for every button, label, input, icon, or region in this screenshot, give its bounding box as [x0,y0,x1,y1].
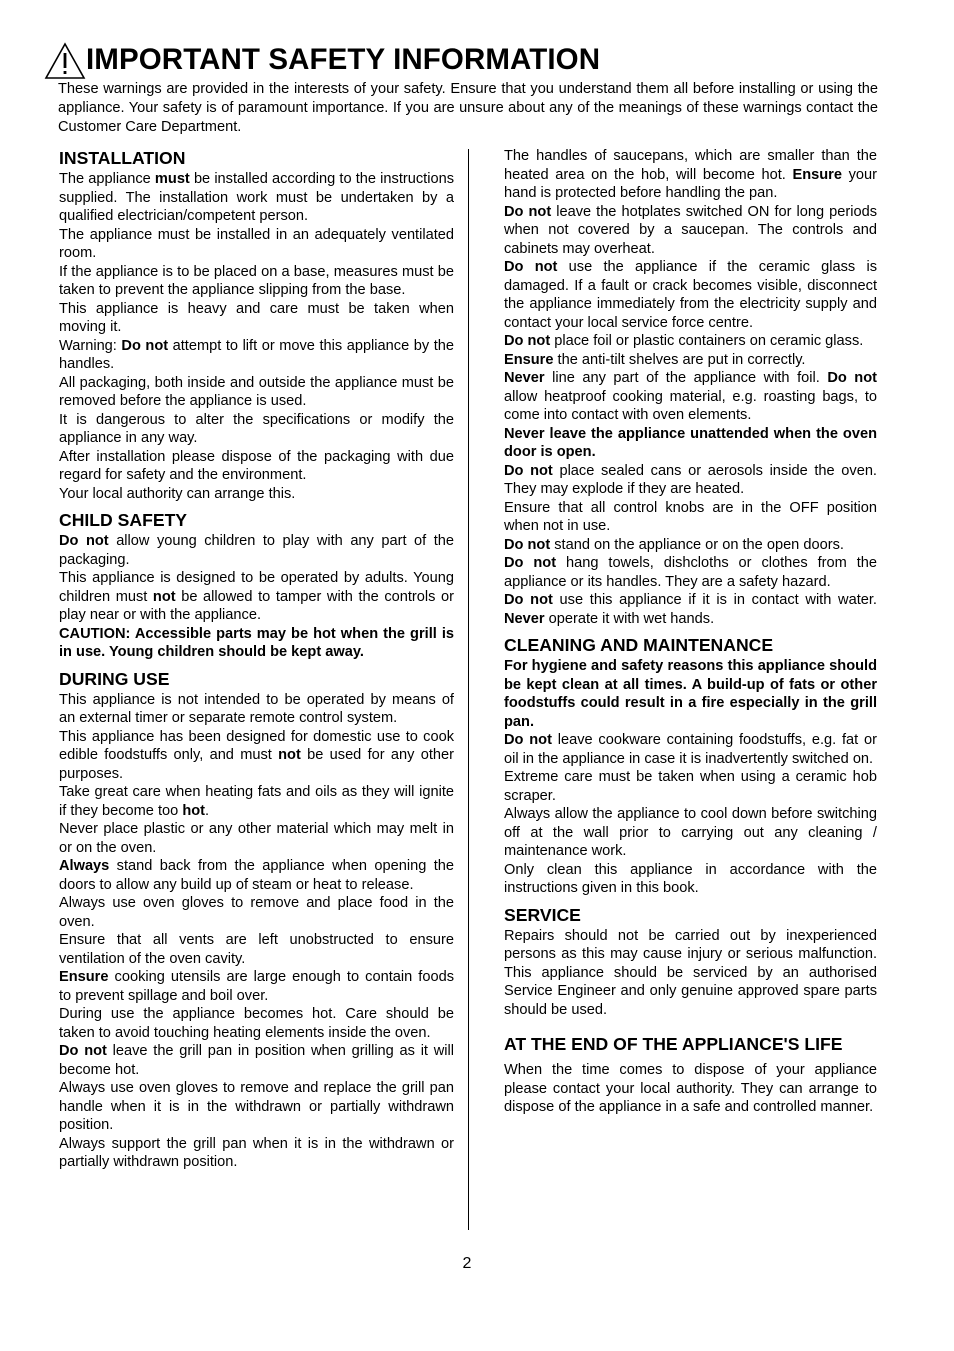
text-run: place sealed cans or aerosols inside the oven. They may explode if they are heated. [504,462,877,497]
paragraph [59,728,454,784]
paragraph [59,337,454,374]
paragraph [59,1005,454,1042]
paragraph [504,768,877,805]
bold-text: Never leave the appliance unattended when the oven door is open. [504,425,877,460]
paragraph [59,569,454,625]
text-run: Always support the grill pan when it is in the withdrawn or partially withdrawn position. [59,1135,454,1170]
text-run: operate it with wet hands. [544,610,715,627]
paragraph [59,894,454,931]
section-installation [59,147,454,503]
paragraph [59,1042,454,1079]
text-run: This appliance is heavy and care must be taken when moving it. [59,300,454,335]
paragraph [504,499,877,536]
paragraph [59,691,454,728]
paragraph [504,258,877,332]
section-heading: DURING USE [59,668,170,689]
paragraph [59,857,454,894]
text-run: The appliance must be installed in an adequately ventilated room. [59,226,454,261]
paragraph [59,1079,454,1135]
text-run: This appliance is not intended to be operated by means of an external timer or separate remote control system. [59,691,454,726]
bold-text: Ensure [59,969,109,985]
paragraph [504,657,877,731]
paragraph [504,861,877,898]
bold-text: not [152,588,176,605]
bold-text: Do not [504,732,552,748]
page-number: 2 [462,1255,472,1272]
text-run: Only clean this appliance in accordance with the instructions given in this book. [504,861,877,896]
bold-text: Never [504,370,545,386]
text-run: All packaging, both inside and outside the appliance must be removed before the appliance is used. [59,374,454,409]
paragraph [59,1135,454,1172]
paragraph [59,170,454,226]
bold-text: hot [182,802,206,819]
bold-text: Do not [59,1043,107,1059]
text-run: Always use oven gloves to remove and replace the grill pan handle when it is in the withdrawn or partially withdrawn position. [59,1080,454,1133]
bold-text: must [154,171,190,187]
section-heading: SERVICE [504,904,581,925]
text-run: use this appliance if it is in contact with water. [552,592,877,608]
text-run: cooking utensils are large enough to contain foods to prevent spillage and boil over. [59,969,454,1004]
text-run: attempt to lift or move this appliance by the handles. [59,337,454,372]
text-run: Extreme care must be taken when using a ceramic hob scraper. [504,769,877,804]
paragraph [504,536,877,555]
bold-text: Do not [504,462,553,479]
paragraph [59,931,454,968]
text-run: allow heatproof cooking material, e.g. roasting bags, to come into contact with oven elements. [504,388,877,423]
section-heading: CLEANING AND MAINTENANCE [504,635,774,655]
text-run: During use the appliance becomes hot. Care should be taken to avoid touching heating elements inside the oven. [59,1006,454,1041]
bold-text: Do not [504,536,551,553]
text-run: hang towels, dishcloths or clothes from the appliance or its handles. They are a safety hazard. [504,555,878,590]
page-title: IMPORTANT SAFETY INFORMATION [86,43,601,76]
paragraph [504,351,877,370]
paragraph [59,374,454,411]
section-heading: INSTALLATION [59,148,186,168]
warning-triangle-icon [44,42,86,80]
text-run: Always use oven gloves to remove and place food in the oven. [59,895,454,930]
intro-text: These warnings are provided in the interests of your safety. Ensure that you understand them all before installing or using the appliance. Your safety is of paramount importance. If you are unsure about any of the meanings of these warnings contact the Customer Care Department. [58,81,878,135]
paragraph [59,226,454,263]
paragraph [59,411,454,448]
bold-text: Do not [121,337,169,354]
bold-text: Always [59,858,110,874]
bold-text: CAUTION: Accessible parts may be hot when the grill is in use. Young children should be kept away. [59,625,454,660]
bold-text: Do not [504,333,551,349]
text-run: Ensure that all vents are left unobstructed to ensure ventilation of the oven cavity. [59,932,454,967]
title-row [44,40,878,80]
text-run: Ensure that all control knobs are in the OFF position when not in use. [504,499,877,534]
text-run: Warning: [59,337,122,354]
text-run: The appliance [59,171,155,187]
text-run: Never place plastic or any other material which may melt in or on the oven. [59,821,454,856]
bold-text: not [278,747,301,763]
text-run: be allowed to tamper with the controls or play near or with the appliance. [59,588,454,623]
paragraph [504,369,877,425]
bold-text: Do not [59,533,109,549]
section-child-safety [59,509,454,662]
paragraph [504,203,877,259]
bold-text: Ensure [504,351,554,368]
bold-text: Never [504,610,545,627]
paragraph [504,591,877,628]
text-run: allow young children to play with any part of the packaging. [59,533,455,568]
section-during-use [59,668,454,1172]
paragraph [59,448,454,485]
bold-text: Do not [827,370,877,386]
text-run: your hand is protected before handling the pan. [504,166,877,201]
page-header [44,40,878,137]
paragraph [504,554,877,591]
text-run: stand on the appliance or on the open doors. [550,536,844,553]
section-continued [504,147,877,628]
text-run: It is dangerous to alter the specifications or modify the appliance in any way. [59,411,454,446]
left-column [59,147,454,1178]
paragraph [59,968,454,1005]
paragraph [504,462,877,499]
paragraph [59,485,454,504]
section-service [504,904,877,1020]
paragraph [504,425,877,462]
paragraph [59,263,454,300]
text-run: If the appliance is to be placed on a base, measures must be taken to prevent the appliance slipping from the base. [59,263,454,298]
bold-text: Do not [504,203,552,220]
text-run: . [205,802,210,819]
text-run: line any part of the appliance with foil. [544,370,828,386]
paragraph [59,625,454,662]
text-run: place foil or plastic containers on ceramic glass. [550,333,864,349]
bold-text: Do not [504,555,557,571]
text-run: When the time comes to dispose of your appliance please contact your local authority. They can arrange to dispose of the appliance in a safe and controlled manner. [504,1062,877,1115]
paragraph [504,147,877,203]
text-run: stand back from the appliance when opening the doors to allow any build up of steam or heat to release. [59,858,454,893]
text-run: Always allow the appliance to cool down before switching off at the wall prior to carrying out any cleaning / maintenance work. [504,806,877,859]
bold-text: For hygiene and safety reasons this appliance should be kept clean at all times. A build-up of fats or other foodstuffs could result in a fire especially in the grill pan. [504,658,877,730]
paragraph [504,731,877,768]
text-run: Take great care when heating fats and oils as they will ignite if they become too [59,784,454,819]
column-divider [468,149,469,1230]
paragraph [504,1061,877,1117]
paragraph [59,783,454,820]
bold-text: Ensure [792,166,842,183]
paragraph [504,332,877,351]
paragraph [59,300,454,337]
text-run: be installed according to the instructions supplied. The installation work must be undertaken by a qualified electrician/competent person. [59,171,454,224]
text-run: be used for any other purposes. [59,747,454,782]
paragraph [59,532,454,569]
paragraph [504,805,877,861]
text-run: This appliance is designed to be operated by adults. Young children must [59,570,454,605]
text-run: leave the grill pan in position when grilling as it will become hot. [59,1043,454,1078]
paragraph [59,820,454,857]
text-run: After installation please dispose of the packaging with due regard for safety and the environment. [59,448,454,483]
text-run: Your local authority can arrange this. [59,485,296,502]
text-run: The handles of saucepans, which are smaller than the heated area on the hob, will become hot. [504,148,877,183]
right-column [504,147,877,1123]
section-cleaning-and-maintenance [504,634,877,898]
text-run: Repairs should not be carried out by inexperienced persons as this may cause injury or serious malfunction. This appliance should be serviced by an authorised Service Engineer and only genuine approved spare parts should be used. [504,927,877,1018]
section-heading: AT THE END OF THE APPLIANCE'S LIFE [504,1034,843,1054]
text-run: leave cookware containing foodstuffs, e.g. fat or oil in the appliance in case it is inadvertently switched on. [504,732,877,767]
section-heading: CHILD SAFETY [59,510,188,530]
text-run: leave the hotplates switched ON for long periods when not covered by a saucepan. The controls and cabinets may overheat. [504,203,878,257]
section-at-the-end-of-the-appliance-s-life [504,1033,877,1117]
paragraph [504,927,877,1020]
bold-text: Do not [504,592,553,608]
text-run: This appliance has been designed for domestic use to cook edible foodstuffs only, and must [59,728,454,763]
text-run: use the appliance if the ceramic glass is damaged. If a fault or crack becomes visible, disconnect the appliance immediately from the electricity supply and contact your local service force centre. [504,259,878,331]
bold-text: Do not [504,259,558,275]
text-run: the anti-tilt shelves are put in correctly. [553,351,806,368]
